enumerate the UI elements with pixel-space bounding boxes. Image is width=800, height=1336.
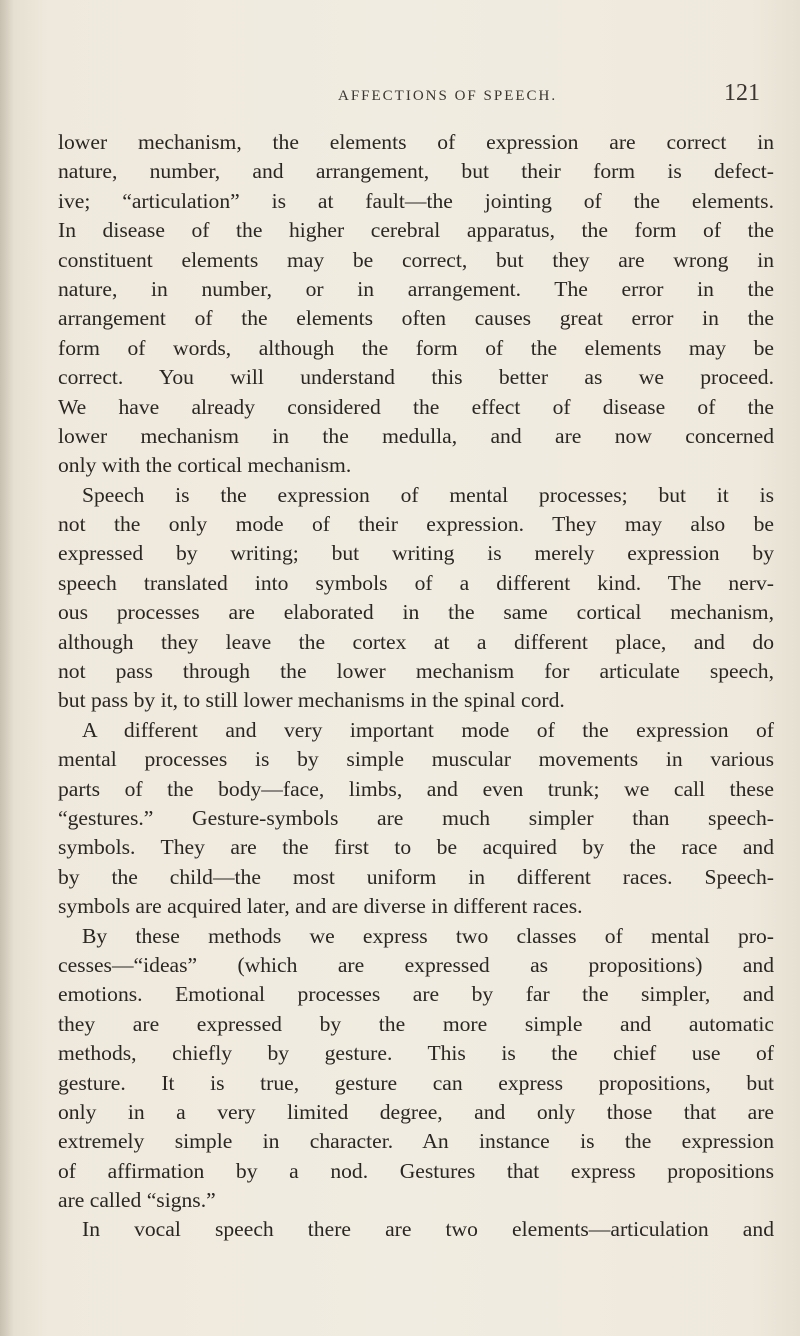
page-edge-shadow (0, 0, 14, 1336)
text-line: although they leave the cortex at a different place, and do (58, 629, 774, 654)
text-line: symbols. They are the first to be acquired by the race and (58, 835, 774, 860)
text-line: of affirmation by a nod. Gestures that express propositions (58, 1158, 774, 1183)
text-line: gesture. It is true, gesture can express propositions, but (58, 1070, 774, 1095)
text-line: constituent elements may be correct, but they are wrong in (58, 247, 774, 272)
page-number: 121 (724, 80, 760, 106)
text-line: lower mechanism in the medulla, and are now concerned (58, 423, 774, 448)
text-line: mental processes is by simple muscular movements in various (58, 747, 774, 772)
text-line: Speech is the expression of mental processes; but it is (82, 482, 774, 507)
text-line: not the only mode of their expression. They may also be (58, 512, 774, 537)
text-line: speech translated into symbols of a different kind. The nerv- (58, 570, 774, 595)
text-line: only in a very limited degree, and only those that are (58, 1099, 774, 1124)
text-line: they are expressed by the more simple and automatic (58, 1011, 774, 1036)
body-text (58, 128, 774, 1245)
running-head: AFFECTIONS OF SPEECH. (338, 88, 558, 104)
text-line: parts of the body—face, limbs, and even trunk; we call these (58, 776, 774, 801)
text-line: By these methods we express two classes of mental pro- (82, 923, 774, 948)
text-line: extremely simple in character. An instance is the expression (58, 1129, 774, 1154)
text-line: “gestures.” Gesture-symbols are much simpler than speech- (58, 805, 774, 830)
text-line: In vocal speech there are two elements—articulation and (82, 1217, 774, 1242)
text-line: arrangement of the elements often causes great error in the (58, 306, 774, 331)
text-line: are called “signs.” (58, 1188, 216, 1213)
text-line: form of words, although the form of the elements may be (58, 335, 774, 360)
text-line: A different and very important mode of the expression of (82, 717, 774, 742)
text-line: by the child—the most uniform in different races. Speech- (58, 864, 774, 889)
text-line: but pass by it, to still lower mechanisms in the spinal cord. (58, 688, 565, 713)
text-line: only with the cortical mechanism. (58, 453, 352, 478)
text-line: symbols are acquired later, and are diverse in different races. (58, 894, 583, 919)
text-line: ive; “articulation” is at fault—the jointing of the elements. (58, 188, 774, 213)
text-line: cesses—“ideas” (which are expressed as propositions) and (58, 952, 774, 977)
text-line: correct. You will understand this better as we proceed. (58, 365, 774, 390)
text-line: In disease of the higher cerebral apparatus, the form of the (58, 218, 774, 243)
text-line: nature, in number, or in arrangement. The error in the (58, 276, 774, 301)
text-line: emotions. Emotional processes are by far the simpler, and (58, 982, 774, 1007)
text-line: ous processes are elaborated in the same cortical mechanism, (58, 600, 774, 625)
text-line: nature, number, and arrangement, but their form is defect- (58, 159, 774, 184)
text-line: lower mechanism, the elements of expression are correct in (58, 130, 774, 154)
text-line: expressed by writing; but writing is merely expression by (58, 541, 774, 566)
text-line: We have already considered the effect of disease of the (58, 394, 774, 419)
text-line: not pass through the lower mechanism for articulate speech, (58, 659, 774, 684)
text-line: methods, chiefly by gesture. This is the chief use of (58, 1041, 774, 1066)
